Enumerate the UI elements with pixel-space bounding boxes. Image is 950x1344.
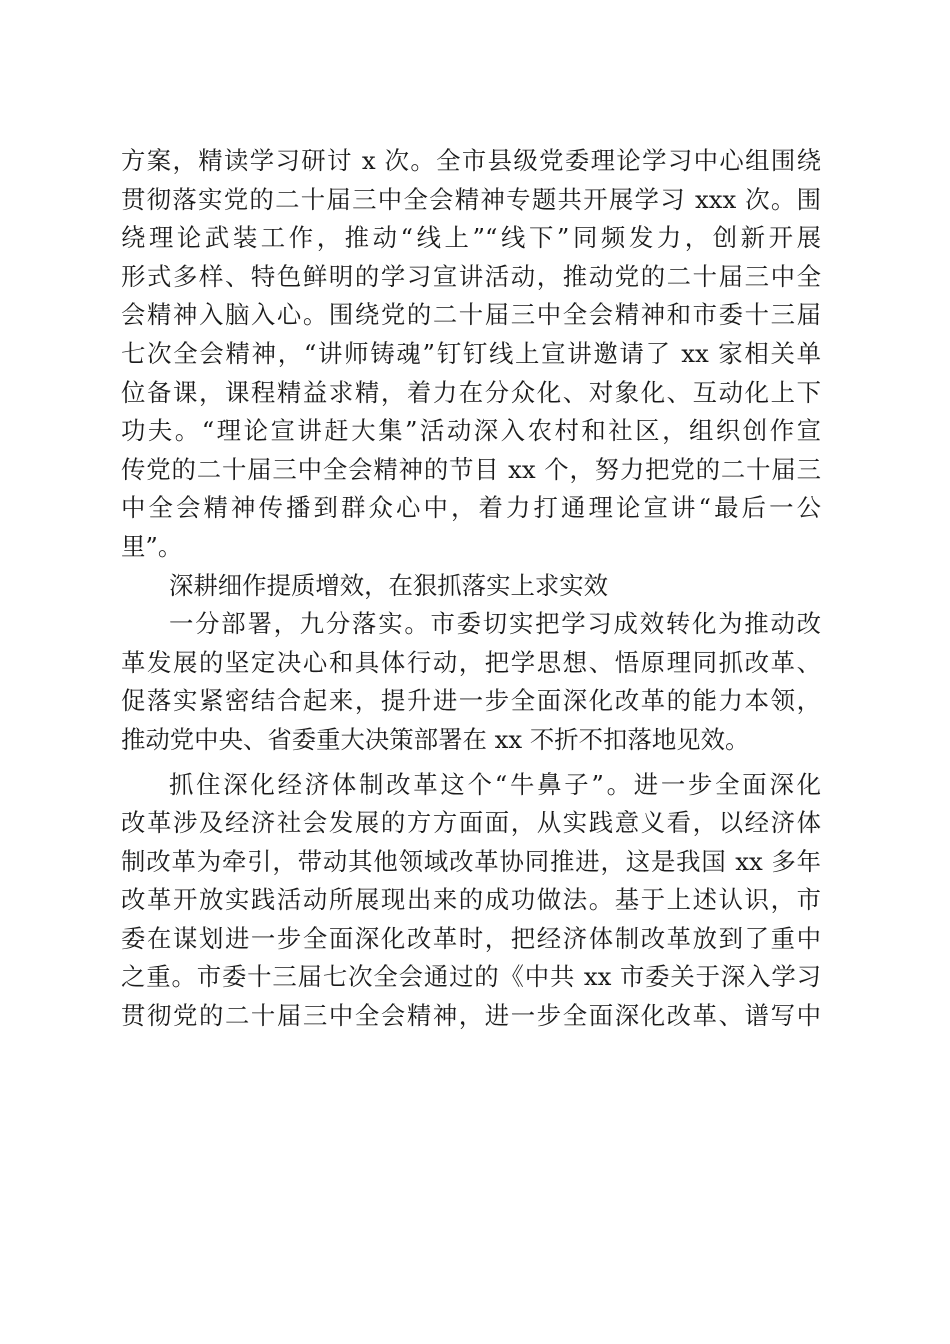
text-line: 贯彻落实党的二十届三中全会精神专题共开展学习 xxx 次。围 (121, 184, 821, 214)
text-line: 位备课，课程精益求精，着力在分众化、对象化、互动化上下 (121, 377, 821, 407)
paragraph-3 (121, 766, 821, 1036)
text-line: 一分部署，九分落实。市委切实把学习成效转化为推动改 (169, 609, 821, 639)
text-line: 委在谋划进一步全面深化改革时，把经济体制改革放到了重中 (121, 923, 821, 953)
text-line: 功夫。“理论宣讲赶大集”活动深入农村和社区，组织创作宣 (121, 416, 821, 446)
text-line: 会精神入脑入心。围绕党的二十届三中全会精神和市委十三届 (121, 300, 821, 330)
document-body (121, 142, 821, 1036)
text-line: 七次全会精神，“讲师铸魂”钉钉线上宣讲邀请了 xx 家相关单 (121, 338, 821, 368)
paragraph-1 (121, 142, 821, 567)
section-heading: 深耕细作提质增效，在狠抓落实上求实效 (169, 570, 609, 600)
text-line: 里”。 (121, 531, 183, 561)
text-line: 之重。市委十三届七次全会通过的《中共 xx 市委关于深入学习 (121, 962, 821, 992)
text-line: 推动党中央、省委重大决策部署在 xx 不折不扣落地见效。 (121, 724, 750, 754)
text-line: 传党的二十届三中全会精神的节目 xx 个，努力把党的二十届三 (121, 454, 821, 484)
text-line: 革发展的坚定决心和具体行动，把学思想、悟原理同抓改革、 (121, 647, 821, 677)
text-line: 贯彻党的二十届三中全会精神，进一步全面深化改革、谱写中 (121, 1001, 821, 1031)
text-line: 改革涉及经济社会发展的方方面面，从实践意义看，以经济体 (121, 808, 821, 838)
text-line: 抓住深化经济体制改革这个“牛鼻子”。进一步全面深化 (169, 769, 821, 799)
text-line: 改革开放实践活动所展现出来的成功做法。基于上述认识，市 (121, 885, 821, 915)
text-line: 方案，精读学习研讨 x 次。全市县级党委理论学习中心组围绕 (121, 146, 821, 175)
text-line: 绕理论武装工作，推动“线上”“线下”同频发力，创新开展 (121, 223, 821, 253)
text-line: 形式多样、特色鲜明的学习宣讲活动，推动党的二十届三中全 (121, 261, 821, 291)
text-line: 制改革为牵引，带动其他领域改革协同推进，这是我国 xx 多年 (121, 846, 821, 876)
paragraph-2 (121, 605, 821, 759)
text-line: 中全会精神传播到群众心中，着力打通理论宣讲“最后一公 (121, 493, 821, 523)
text-line: 促落实紧密结合起来，提升进一步全面深化改革的能力本领， (121, 686, 821, 716)
